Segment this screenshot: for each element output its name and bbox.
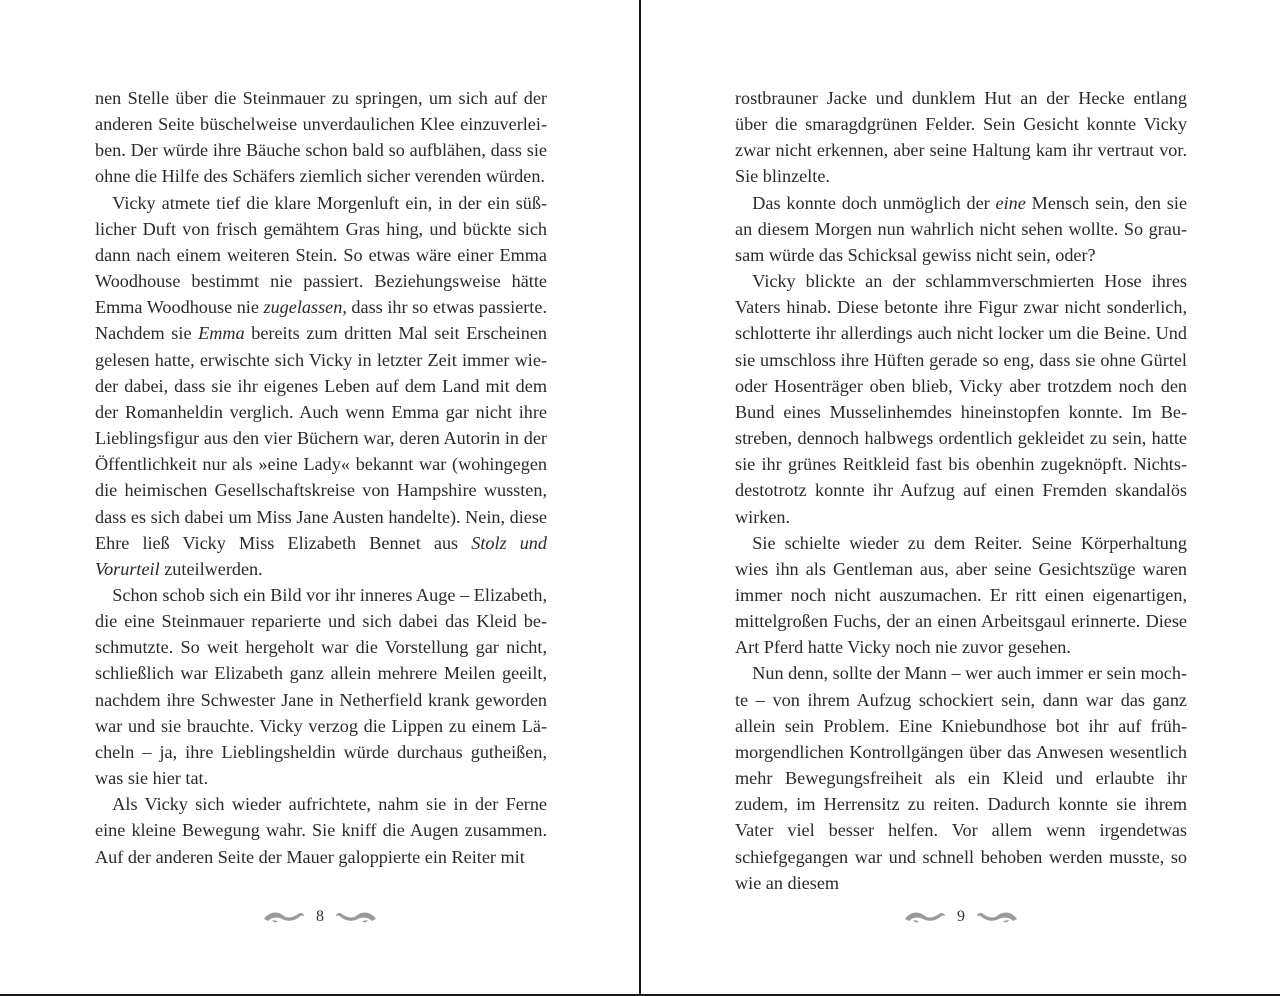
page-number: 9 xyxy=(957,908,965,925)
text-run: Schon schob sich ein Bild vor ihr inneres Auge – Elizabeth, die eine Steinmauer reparierte und sich dabei das Kleid beschmutzte. So weit hergeholt war die Vorstellung gar nicht, schließlich war Elizabeth ganz allein mehrere Meilen geeilt, nachdem ihre Schwester Jane in Netherfield krank geworden war und sie brauchte. Vicky verzog die Lippen zu einem Lächeln – ja, ihre Lieblingsheldin würde durchaus gutheißen, was sie hier tat. xyxy=(95,584,547,789)
right-page-text xyxy=(735,85,1187,896)
text-run: Mensch sein, den sie an diesem Morgen nun wahrlich nicht sehen wollte. So grausam würde das Schicksal gewiss nicht sein, oder? xyxy=(735,192,1188,265)
italic-text: Emma xyxy=(198,323,245,344)
paragraph xyxy=(735,660,1187,895)
paragraph xyxy=(95,582,547,791)
text-run: Vicky atmete tief die klare Morgenluft ein, in der ein süßlicher Duft von frisch gemähtem Gras hing, und bückte sich dann nach einem weiteren Stein. So etwas wäre einer Emma Woodhouse bestimmt nie passiert. Beziehungsweise hätte Emma Woodhouse nie xyxy=(95,192,547,318)
page-number: 8 xyxy=(316,908,324,925)
italic-text: zugelassen xyxy=(263,297,343,318)
text-run: Sie schielte wieder zu dem Reiter. Seine Körperhaltung wies ihn als Gentleman aus, aber seine Gesichtszüge waren immer noch nicht auszumachen. Er ritt einen eigenartigen, mittelgroßen Fuchs, der an einen Arbeitsgaul erinnerte. Diese Art Pferd hatte Vicky noch nie zuvor gesehen. xyxy=(735,532,1187,658)
text-run: zuteilwerden. xyxy=(159,558,263,579)
paragraph xyxy=(735,268,1187,530)
italic-text: eine xyxy=(995,192,1026,213)
right-ornament-icon-right xyxy=(975,909,1019,925)
text-run: rostbrauner Jacke und dunklem Hut an der Hecke entlang über die smaragdgrünen Felder. Sein Gesicht konnte Vicky zwar nicht erkennen, aber seine Haltung kam ihr vertraut vor. Sie blinzelte. xyxy=(735,88,1187,187)
italic-text: Stolz und Vorurteil xyxy=(95,532,547,579)
left-page-text xyxy=(95,85,547,870)
paragraph xyxy=(735,190,1187,268)
text-run: , dass ihr so etwas passierte. Nachdem sie xyxy=(95,297,547,344)
text-run: Vicky blickte an der schlammverschmierten Hose ihres Vaters hinab. Diese betonte ihre Figur zwar nicht sonderlich, schlotterte ihr allerdings auch nicht locker um die Beine. Und sie umschloss ihre Hüften gerade so eng, dass sie ohne Gürtel oder Hosenträger oben blieb, Vicky aber trotzdem noch den Bund eines Musselinhemdes hineinstopfen konnte. Im Bestreben, dennoch halbwegs ordentlich gekleidet zu sein, hatte sie ihr grünes Reitkleid fast bis obenhin zugeknöpft. Nichtsdestotrotz konnte ihr Aufzug auf einen Fremden skandalös wirken. xyxy=(735,271,1187,527)
paragraph xyxy=(95,85,547,190)
paragraph xyxy=(95,190,547,582)
text-run: Das konnte doch unmöglich der xyxy=(752,192,996,213)
text-run: Als Vicky sich wieder aufrichtete, nahm sie in der Ferne eine kleine Bewegung wahr. Sie kniff die Augen zusammen. Auf der anderen Seite der Mauer galoppierte ein Reiter mit xyxy=(95,794,547,867)
left-ornament-icon xyxy=(262,909,306,925)
right-folio xyxy=(881,902,1041,932)
left-folio xyxy=(240,902,400,932)
paragraph xyxy=(735,85,1187,190)
paragraph xyxy=(95,791,547,869)
right-page xyxy=(641,0,1280,996)
paragraph xyxy=(735,530,1187,661)
text-run: bereits zum dritten Mal seit Erscheinen gelesen hatte, erwischte sich Vicky in letzter Zeit immer wieder dabei, dass sie ihr eigenes Leben auf dem Land mit dem der Romanheldin verglich. Auch wenn Emma gar nicht ihre Lieblingsfigur aus den vier Büchern war, deren Autorin in der Öffentlichkeit nur als »eine Lady« bekannt war (wohingegen die heimischen Gesellschaftskreise von Hampshire wussten, dass es sich dabei um Miss Jane Austen handelte). Nein, diese Ehre ließ Vicky Miss Elizabeth Bennet aus xyxy=(95,323,547,553)
text-run: nen Stelle über die Steinmauer zu springen, um sich auf der anderen Seite büschelweise unverdaulichen Klee einzuverleiben. Der würde ihre Bäuche schon bald so aufblähen, dass sie ohne die Hilfe des Schäfers ziemlich sicher verenden würden. xyxy=(95,88,547,187)
right-ornament-icon xyxy=(903,909,947,925)
left-ornament-icon-right xyxy=(334,909,378,925)
text-run: Nun denn, sollte der Mann – wer auch immer er sein mochte – von ihrem Aufzug schockiert sein, dann war das ganz allein sein Problem. Eine Kniebundhose bot ihr auf frühmorgendlichen Kontrollgängen über das Anwesen wesentlich mehr Bewegungsfreiheit als ein Kleid und erlaubte ihr zudem, im Herrensitz zu reiten. Dadurch konnte sie ihrem Vater viel besser helfen. Vor allem wenn irgendetwas schiefgegangen war und schnell behoben werden musste, so wie an diesem xyxy=(735,663,1187,893)
